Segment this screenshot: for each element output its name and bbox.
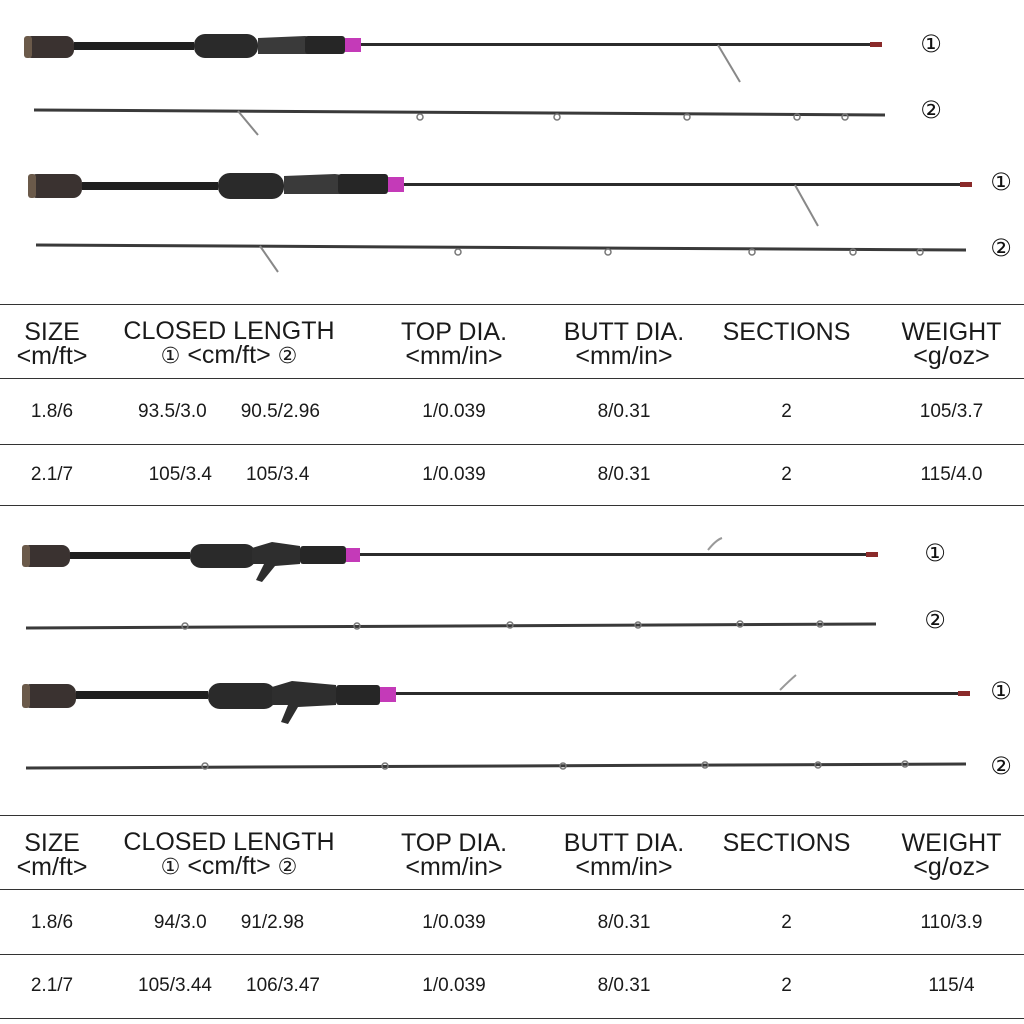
rod-photo-panel-2 xyxy=(0,510,1024,810)
cell-top-dia: 1/0.039 xyxy=(422,401,486,422)
cell-top-dia: 1/0.039 xyxy=(422,911,486,933)
cell-sections: 2 xyxy=(781,975,792,996)
cell-closed-length: 105/3.4 105/3.4 xyxy=(148,464,310,485)
section-marker-2: ② xyxy=(924,606,946,634)
header-butt-dia: BUTT DIA. <mm/in> xyxy=(563,318,685,370)
header-sections: SECTIONS xyxy=(722,829,851,857)
cell-top-dia: 1/0.039 xyxy=(422,975,486,996)
rod-tip-section xyxy=(34,110,885,135)
section-marker-1: ① xyxy=(920,30,942,58)
section-marker-2: ② xyxy=(990,234,1012,262)
rod-illustration-1 xyxy=(0,0,1024,300)
table-bottom-rule xyxy=(0,1018,1024,1019)
spec-table-1-body xyxy=(0,380,1024,444)
header-size: SIZE <m/ft> xyxy=(16,829,88,881)
section-marker-1: ① xyxy=(990,168,1012,196)
rod-butt-section xyxy=(22,538,878,582)
header-size: SIZE <m/ft> xyxy=(16,318,88,370)
section-marker-1: ① xyxy=(924,539,946,567)
rod-tip-section xyxy=(36,245,966,272)
section-marker-2: ② xyxy=(920,96,942,124)
table-header-row xyxy=(0,306,1024,378)
cell-sections: 2 xyxy=(781,911,792,933)
table-top-rule xyxy=(0,815,1024,816)
cell-butt-dia: 8/0.31 xyxy=(597,911,651,933)
cell-butt-dia: 8/0.31 xyxy=(597,975,651,996)
rod-butt-section xyxy=(24,34,882,82)
table-row-rule xyxy=(0,954,1024,955)
cell-size: 1.8/6 xyxy=(30,401,74,422)
spec-table-2 xyxy=(0,817,1024,889)
header-sections: SECTIONS xyxy=(722,318,851,346)
cell-butt-dia: 8/0.31 xyxy=(597,464,651,485)
cell-closed-length: 105/3.44 106/3.47 xyxy=(138,975,320,996)
cell-weight: 105/3.7 xyxy=(919,401,984,422)
cell-size: 2.1/7 xyxy=(30,975,74,996)
cell-size: 1.8/6 xyxy=(30,911,74,933)
cell-weight: 115/4 xyxy=(928,975,975,996)
section-marker-1: ① xyxy=(990,677,1012,705)
header-weight: WEIGHT <g/oz> xyxy=(901,318,1002,370)
header-weight: WEIGHT <g/oz> xyxy=(901,829,1002,881)
table-row xyxy=(0,380,1024,444)
header-closed-length: CLOSED LENGTH ① <cm/ft> ② xyxy=(123,828,335,880)
rod-tip-section xyxy=(26,621,876,629)
table-top-rule xyxy=(0,304,1024,305)
table-header-row xyxy=(0,817,1024,889)
spec-table-1 xyxy=(0,306,1024,378)
rod-illustration-2 xyxy=(0,510,1024,810)
rod-tip-section xyxy=(26,761,966,769)
header-closed-length: CLOSED LENGTH ① <cm/ft> ② xyxy=(123,317,335,369)
rod-butt-section xyxy=(22,675,970,724)
table-row xyxy=(0,956,1024,1016)
rod-butt-section xyxy=(28,173,972,226)
rod-photo-panel-1 xyxy=(0,0,1024,300)
header-top-dia: TOP DIA. <mm/in> xyxy=(400,829,508,881)
cell-weight: 115/4.0 xyxy=(920,464,983,485)
cell-top-dia: 1/0.039 xyxy=(422,464,486,485)
header-butt-dia: BUTT DIA. <mm/in> xyxy=(563,829,685,881)
cell-closed-length: 93.5/3.0 90.5/2.96 xyxy=(138,401,320,422)
cell-weight: 110/3.9 xyxy=(920,911,983,933)
spec-table-1-body-2 xyxy=(0,446,1024,504)
cell-closed-length: 94/3.0 91/2.98 xyxy=(153,911,305,933)
header-top-dia: TOP DIA. <mm/in> xyxy=(400,318,508,370)
table-row xyxy=(0,446,1024,504)
spec-table-2-body-2 xyxy=(0,956,1024,1016)
table-header-rule xyxy=(0,378,1024,379)
section-marker-2: ② xyxy=(990,752,1012,780)
cell-sections: 2 xyxy=(781,464,792,485)
cell-size: 2.1/7 xyxy=(30,464,74,485)
table-row-rule xyxy=(0,444,1024,445)
spec-table-2-body xyxy=(0,891,1024,954)
cell-sections: 2 xyxy=(781,401,792,422)
table-bottom-rule xyxy=(0,505,1024,506)
table-row xyxy=(0,891,1024,954)
table-header-rule xyxy=(0,889,1024,890)
cell-butt-dia: 8/0.31 xyxy=(597,401,651,422)
